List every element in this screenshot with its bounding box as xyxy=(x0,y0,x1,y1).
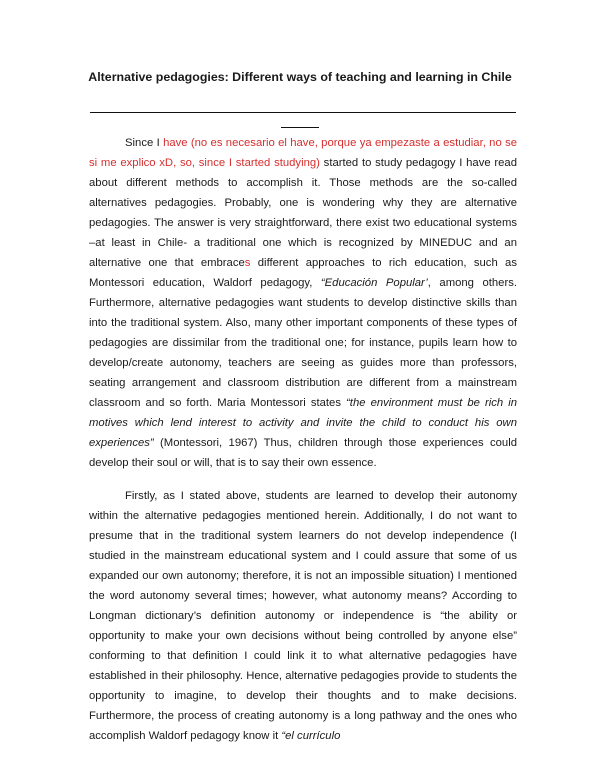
p1-text-d: , among others. Furthermore, alternative pedagogies want students to develop distinctive skills than into the traditional system. Also, many other important components of these types of pedagogies are dissimilar from the traditional one; for instance, pupils learn how to develop/create autonomy, teachers are seeing as guides more than professors, seating arrangement and classroom distribution are different from a mainstream classroom and so forth. Maria Montessori states xyxy=(89,277,518,409)
p1-edit-red: s xyxy=(244,257,251,269)
title-underline xyxy=(90,112,516,113)
paragraph-1 xyxy=(89,133,517,473)
title-underline-short xyxy=(281,127,319,128)
p1-text-a: Since I xyxy=(125,137,164,149)
p2-italic-1: “el currículo xyxy=(281,730,341,742)
document-body xyxy=(89,133,517,746)
document-title: Alternative pedagogies: Different ways of teaching and learning in Chile xyxy=(88,70,512,84)
p1-comment-red: have (no es necesario el have, porque ya empezaste a estudiar, no se si me explico xD, so, since I started studying) xyxy=(89,137,517,169)
p1-quote-montessori: “the environment must be rich in motives which lend interest to activity and invite the child to conduct his own experiences” xyxy=(89,397,518,449)
p1-text-b: started to study pedagogy I have read about different methods to accomplish it. Those methods are the so-called alternatives pedagogies. Probably, one is wondering why they are alternative pedagogies. The answer is very straightforward, there exist two educational systems –at least in Chile- a traditional one which is recognized by MINEDUC and an alternative one that embrace xyxy=(89,157,517,269)
p1-text-c: different approaches to rich education, such as Montessori education, Waldorf pedagogy, xyxy=(89,257,517,289)
p1-text-e: (Montessori, 1967) Thus, children through those experiences could develop their soul or will, that is to say their own essence. xyxy=(89,437,517,469)
paragraph-2 xyxy=(89,486,517,746)
p2-text-a: Firstly, as I stated above, students are learned to develop their autonomy within the alternative pedagogies mentioned herein. Additionally, I do not want to presume that in the traditional system learners do not develop independence (I studied in the mainstream educational system and I could assure that some of us expanded our own autonomy; therefore, it is not an impossible situation) I mentioned the word autonomy several times; however, what autonomy means? According to Longman dictionary’s definition autonomy or independence is “the ability or opportunity to make your own decisions without being controlled by anyone else” conforming to that definition I could link it to what alternative pedagogies have established in their philosophy. Hence, alternative pedagogies provide to students the opportunity to imagine, to develop their thoughts and to make decisions. Furthermore, the process of creating autonomy is a long pathway and the ones who accomplish Waldorf pedagogy know it xyxy=(89,490,517,742)
p1-italic-1: “Educación Popular’ xyxy=(320,277,428,289)
